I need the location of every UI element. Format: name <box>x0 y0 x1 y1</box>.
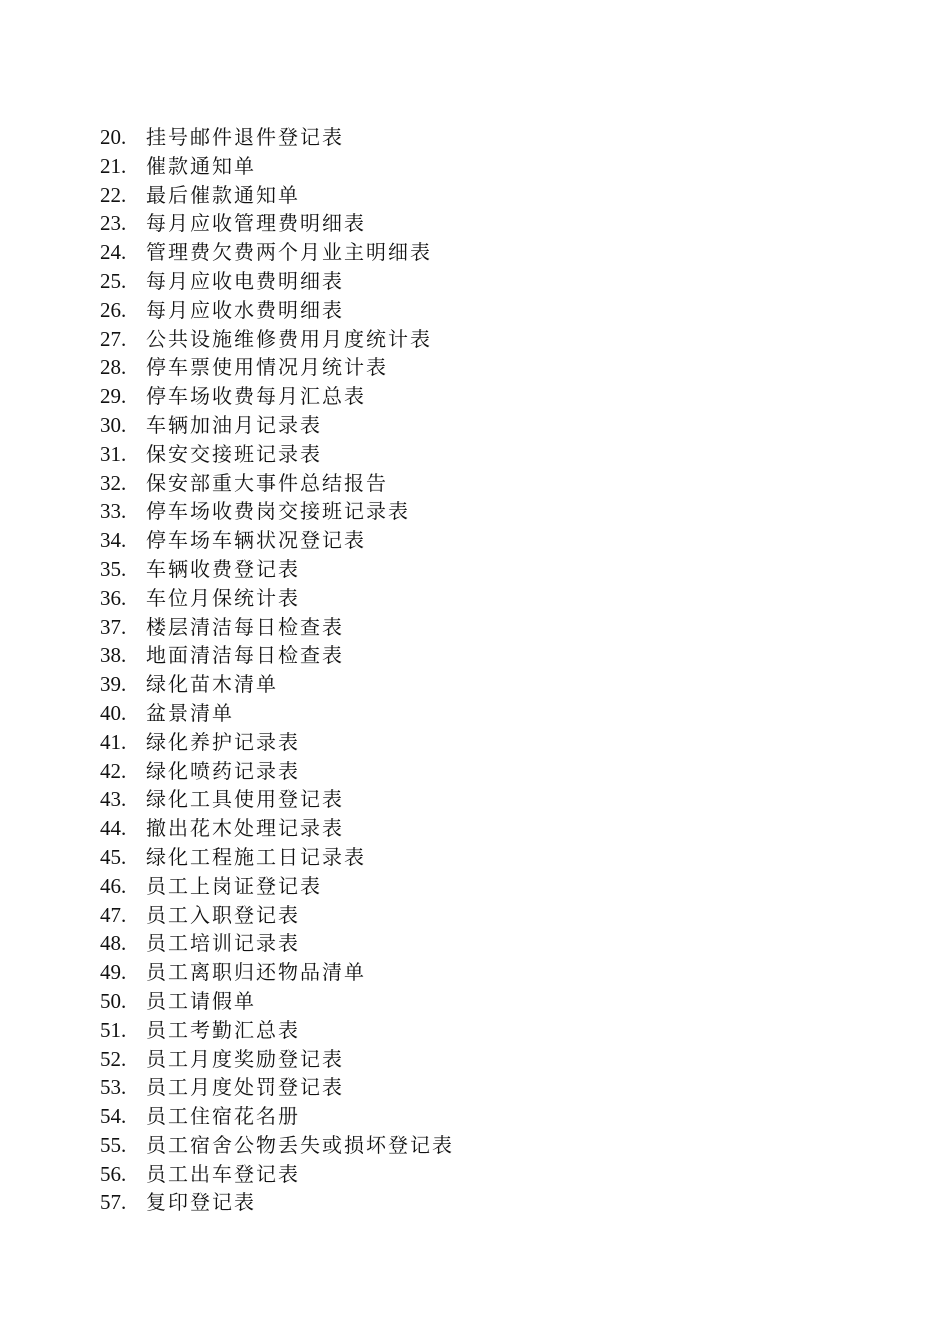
list-item-number: 55. <box>100 1132 127 1157</box>
list-item-number: 48. <box>100 931 127 956</box>
list-item <box>100 1045 454 1074</box>
list-item-number: 33. <box>100 499 127 524</box>
list-item <box>100 325 454 354</box>
list-item-number: 27. <box>100 326 127 351</box>
list-item-title: 催款通知单 <box>146 153 256 178</box>
list-item-number: 44. <box>100 816 127 841</box>
list-item-title: 车辆收费登记表 <box>146 556 300 581</box>
list-item-title: 绿化工程施工日记录表 <box>146 844 366 869</box>
list-item <box>100 152 454 181</box>
list-item-title: 绿化养护记录表 <box>146 729 300 754</box>
list-item-number: 46. <box>100 873 127 898</box>
list-item-title: 员工考勤汇总表 <box>146 1017 300 1042</box>
list-item-title: 绿化工具使用登记表 <box>146 787 344 812</box>
list-item <box>100 785 454 814</box>
list-item-title: 保安部重大事件总结报告 <box>146 470 388 495</box>
list-item-title: 每月应收管理费明细表 <box>146 211 366 236</box>
list-item-title: 车辆加油月记录表 <box>146 412 322 437</box>
list-item-title: 撤出花木处理记录表 <box>146 816 344 841</box>
list-item-number: 40. <box>100 700 127 725</box>
list-item-number: 38. <box>100 643 127 668</box>
list-item <box>100 843 454 872</box>
list-item <box>100 757 454 786</box>
list-item <box>100 181 454 210</box>
list-item-number: 24. <box>100 240 127 265</box>
list-item-title: 公共设施维修费用月度统计表 <box>146 326 432 351</box>
list-item-title: 员工月度处罚登记表 <box>146 1075 344 1100</box>
list-item-title: 停车场收费每月汇总表 <box>146 384 366 409</box>
list-item-number: 34. <box>100 528 127 553</box>
list-item-title: 员工月度奖励登记表 <box>146 1046 344 1071</box>
list-item <box>100 1131 454 1160</box>
list-item-title: 停车场收费岗交接班记录表 <box>146 499 410 524</box>
list-item-number: 35. <box>100 556 127 581</box>
list-item-number: 23. <box>100 211 127 236</box>
list-item <box>100 987 454 1016</box>
list-item-title: 员工上岗证登记表 <box>146 873 322 898</box>
list-item-title: 最后催款通知单 <box>146 182 300 207</box>
list-item-title: 每月应收电费明细表 <box>146 268 344 293</box>
list-item-title: 员工住宿花名册 <box>146 1104 300 1129</box>
list-item-number: 52. <box>100 1046 127 1071</box>
list-item <box>100 958 454 987</box>
list-item-number: 56. <box>100 1161 127 1186</box>
list-item-number: 47. <box>100 902 127 927</box>
list-item <box>100 872 454 901</box>
list-item <box>100 555 454 584</box>
list-item-number: 32. <box>100 470 127 495</box>
list-item-number: 43. <box>100 787 127 812</box>
list-item-title: 停车场车辆状况登记表 <box>146 528 366 553</box>
list-item-title: 员工入职登记表 <box>146 902 300 927</box>
list-item-title: 绿化苗木清单 <box>146 672 278 697</box>
list-item-number: 21. <box>100 153 127 178</box>
list-item <box>100 1102 454 1131</box>
list-item-number: 50. <box>100 988 127 1013</box>
list-item-number: 45. <box>100 844 127 869</box>
form-list <box>100 123 454 1217</box>
list-item-title: 每月应收水费明细表 <box>146 297 344 322</box>
list-item-number: 49. <box>100 960 127 985</box>
list-item <box>100 209 454 238</box>
list-item-title: 地面清洁每日检查表 <box>146 643 344 668</box>
list-item-title: 楼层清洁每日检查表 <box>146 614 344 639</box>
list-item-title: 员工请假单 <box>146 988 256 1013</box>
list-item <box>100 238 454 267</box>
list-item-title: 车位月保统计表 <box>146 585 300 610</box>
list-item-number: 26. <box>100 297 127 322</box>
list-item-number: 39. <box>100 672 127 697</box>
list-item-number: 25. <box>100 268 127 293</box>
list-item <box>100 382 454 411</box>
list-item-number: 29. <box>100 384 127 409</box>
list-item-title: 员工出车登记表 <box>146 1161 300 1186</box>
list-item <box>100 497 454 526</box>
list-item <box>100 469 454 498</box>
list-item-number: 22. <box>100 182 127 207</box>
list-item-title: 员工离职归还物品清单 <box>146 960 366 985</box>
list-item-title: 管理费欠费两个月业主明细表 <box>146 240 432 265</box>
list-item-number: 57. <box>100 1190 127 1215</box>
list-item-title: 挂号邮件退件登记表 <box>146 125 344 149</box>
list-item-number: 37. <box>100 614 127 639</box>
list-item <box>100 699 454 728</box>
list-item-number: 30. <box>100 412 127 437</box>
list-item-title: 保安交接班记录表 <box>146 441 322 466</box>
list-item <box>100 440 454 469</box>
list-item <box>100 1188 454 1217</box>
list-item-number: 36. <box>100 585 127 610</box>
list-item <box>100 584 454 613</box>
list-item-number: 54. <box>100 1104 127 1129</box>
list-item <box>100 814 454 843</box>
list-item-title: 员工宿舍公物丢失或损坏登记表 <box>146 1132 454 1157</box>
list-item <box>100 1160 454 1189</box>
list-item <box>100 1073 454 1102</box>
list-item-number: 42. <box>100 758 127 783</box>
list-item-title: 绿化喷药记录表 <box>146 758 300 783</box>
list-item-title: 停车票使用情况月统计表 <box>146 355 388 380</box>
list-item <box>100 353 454 382</box>
list-item <box>100 526 454 555</box>
list-item <box>100 670 454 699</box>
list-item <box>100 641 454 670</box>
list-item <box>100 901 454 930</box>
list-item-number: 51. <box>100 1017 127 1042</box>
list-item <box>100 613 454 642</box>
list-item <box>100 1016 454 1045</box>
list-item <box>100 929 454 958</box>
list-item-number: 41. <box>100 729 127 754</box>
list-item-number: 53. <box>100 1075 127 1100</box>
list-item <box>100 411 454 440</box>
list-item <box>100 728 454 757</box>
list-item-title: 盆景清单 <box>146 700 234 725</box>
list-item <box>100 267 454 296</box>
list-item-title: 员工培训记录表 <box>146 931 300 956</box>
list-item <box>100 123 454 152</box>
list-item-number: 20. <box>100 125 127 149</box>
list-item-number: 31. <box>100 441 127 466</box>
list-item <box>100 296 454 325</box>
list-item-number: 28. <box>100 355 127 380</box>
list-item-title: 复印登记表 <box>146 1190 256 1215</box>
